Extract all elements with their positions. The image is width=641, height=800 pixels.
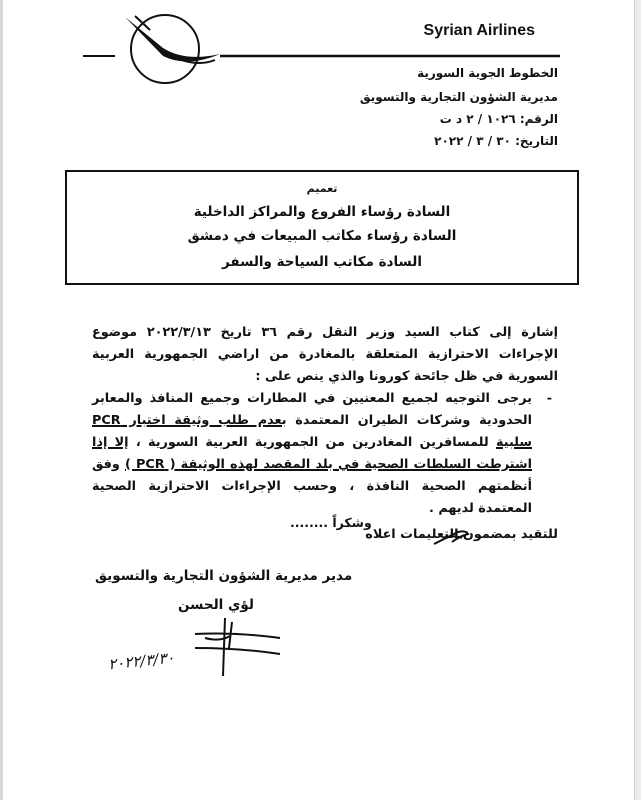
directive-bullet [92, 388, 558, 520]
scan-edge-left [0, 0, 3, 800]
directive-text: للمسافرين المغادرين من الجمهورية العربية السورية ، [128, 435, 496, 450]
handwritten-signature-icon [185, 618, 285, 678]
department-name: مديرية الشؤون التجارية والتسويق [359, 90, 558, 104]
directive-underlined: بعدم طلب وثيقة اختبار PCR سلبية [92, 413, 532, 450]
letter-body [92, 322, 558, 546]
signatory-name: لؤي الحسن [178, 597, 254, 613]
document-date: التاريخ: ٣٠ / ٣ / ٢٠٢٢ [434, 134, 558, 148]
directive-text: يرجى التوجيه لجميع المعنيين في المطارات وجميع المنافذ والمعابر الحدودية وشركات الطيران المعتمدة [92, 391, 532, 428]
brand-name: Syrian Airlines [423, 22, 535, 39]
recipients-box [65, 170, 579, 285]
instruction-line: للتقيد بمضمون التعليمات اعلاه [365, 527, 558, 542]
circular-title: تعميم [306, 182, 338, 195]
directive-text: وفق أنظمتهم الصحية النافذة ، وحسب الإجراءات الاحترازية الصحية المعتمدة لديهم . [92, 457, 532, 516]
handwritten-date: ٢٠٢٢/٣/٣٠ [107, 648, 176, 674]
signatory-title: مدير مديرية الشؤون التجارية والتسويق [95, 568, 353, 584]
org-name: الخطوط الجوية السورية [417, 66, 558, 80]
reference-number: الرقم: ١٠٢٦ / ٢ د ت [439, 112, 558, 126]
recipient-line: السادة رؤساء الفروع والمراكز الداخلية [193, 204, 451, 220]
recipient-line: السادة مكاتب السياحة والسفر [221, 254, 422, 270]
scan-edge-right [634, 0, 641, 800]
directive-underlined: إلا إذا اشترطت السلطات الصحية في بلد المقصد لهذه الوثيقة ( PCR ) [92, 435, 532, 472]
initials-scribble-icon [432, 528, 472, 548]
recipient-line: السادة رؤساء مكاتب المبيعات في دمشق [187, 228, 457, 244]
thanks-line: وشكراً ........ [290, 515, 372, 530]
intro-paragraph: إشارة إلى كتاب السيد وزير النقل رقم ٣٦ تاريخ ٢٠٢٢/٣/١٣ موضوع الإجراءات الاحترازية المتعلقة بالمغادرة من اراضي الجمهورية العربية السورية في ظل جائحة كورونا والذي ينص على : [92, 325, 558, 384]
